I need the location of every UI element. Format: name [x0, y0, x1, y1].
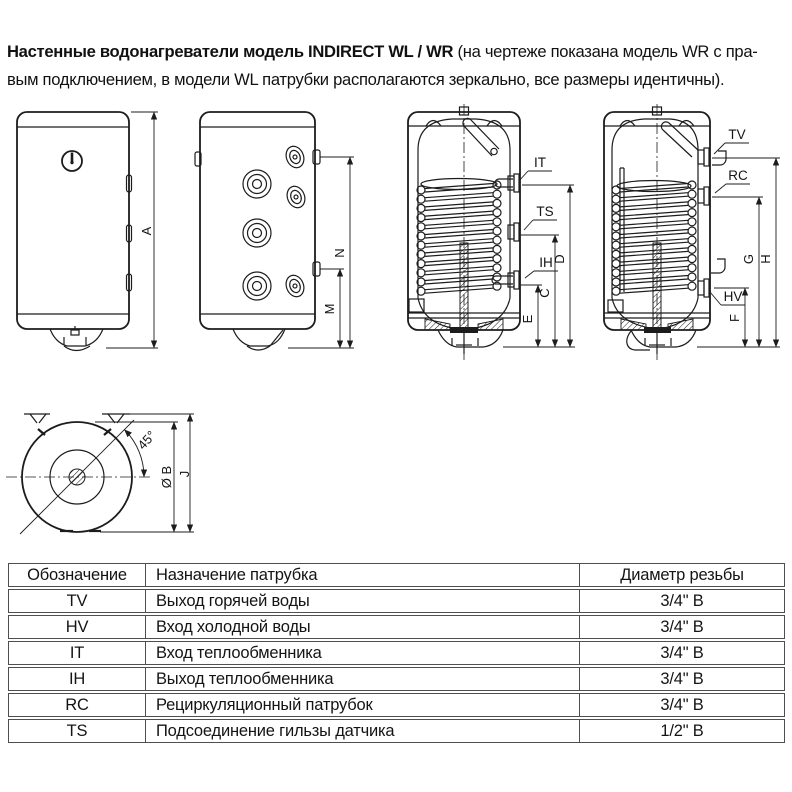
- port-hole-small: [283, 144, 308, 300]
- table-row: [8, 693, 785, 717]
- cell-thread: 3/4" В: [660, 591, 704, 610]
- cell-purpose: Вход холодной воды: [145, 616, 580, 638]
- header-thread: Диаметр резьбы: [620, 565, 744, 584]
- dim-label-n: N: [332, 248, 347, 258]
- dim-label-h: H: [758, 254, 773, 264]
- section-view-heat-exchanger: [408, 104, 575, 360]
- title-line-2: вым подключением, в модели WL патрубки располагаются зеркально, все размеры идентичны).: [7, 70, 725, 89]
- bottom-view-drawing: [6, 414, 194, 534]
- port-hole-large: [243, 170, 271, 300]
- port-label-ts: TS: [536, 204, 554, 219]
- table-row: [8, 615, 785, 639]
- table-row: [8, 589, 785, 613]
- cell-code: HV: [65, 617, 89, 636]
- diameter-label: Ø B: [159, 465, 174, 489]
- table-row: [8, 719, 785, 743]
- port-label-ih: IH: [539, 255, 553, 270]
- dim-label-a: A: [139, 226, 154, 236]
- title-bold: Настенные водонагреватели модель INDIRECT WL / WR: [7, 42, 454, 61]
- cell-code: TS: [66, 721, 88, 740]
- table-row: [8, 667, 785, 691]
- table-row: [8, 641, 785, 665]
- dim-label-f: F: [727, 314, 742, 322]
- front-view-drawing: [17, 112, 158, 351]
- cell-purpose: Выход горячей воды: [145, 590, 580, 612]
- angle-label: 45°: [134, 427, 159, 453]
- thermostat-knob-icon: [62, 151, 82, 171]
- dim-label-d: D: [552, 254, 567, 264]
- cell-code: IH: [68, 669, 86, 688]
- cell-thread: 3/4" В: [660, 643, 704, 662]
- cell-thread: 3/4" В: [660, 669, 704, 688]
- header-purpose: Назначение патрубка: [145, 564, 580, 586]
- valve-hook-icon: [711, 259, 725, 273]
- dim-label-j: J: [177, 470, 192, 478]
- side-view-drawing: [195, 112, 354, 350]
- cell-purpose: Рециркуляционный патрубок: [145, 694, 580, 716]
- cell-purpose: Подсоединение гильзы датчика: [145, 720, 580, 742]
- cell-code: TV: [66, 591, 88, 610]
- cell-code: RC: [65, 695, 89, 714]
- port-label-tv: TV: [728, 127, 746, 142]
- title-regular: (на чертеже показана модель WR с пра-: [453, 42, 758, 61]
- port-label-rc: RC: [728, 168, 748, 183]
- connections-table: [8, 563, 785, 745]
- cell-purpose: Вход теплообменника: [145, 642, 580, 664]
- outlet-tube: [661, 122, 698, 157]
- cell-thread: 3/4" В: [660, 695, 704, 714]
- dim-label-c: C: [537, 288, 552, 298]
- cell-thread: 1/2" В: [660, 721, 704, 740]
- header-code: Обозначение: [27, 565, 127, 584]
- port-label-it: IT: [534, 155, 546, 170]
- dim-label-g: G: [741, 253, 756, 265]
- dim-label-m: M: [322, 303, 337, 315]
- dim-label-e: E: [520, 314, 535, 324]
- cell-code: IT: [69, 643, 85, 662]
- immersion-tube: [463, 118, 499, 156]
- port-label-hv: HV: [723, 289, 743, 304]
- table-header-row: [8, 563, 785, 587]
- cell-thread: 3/4" В: [660, 617, 704, 636]
- cell-purpose: Выход теплообменника: [145, 668, 580, 690]
- section-view-water-ports: [604, 104, 780, 360]
